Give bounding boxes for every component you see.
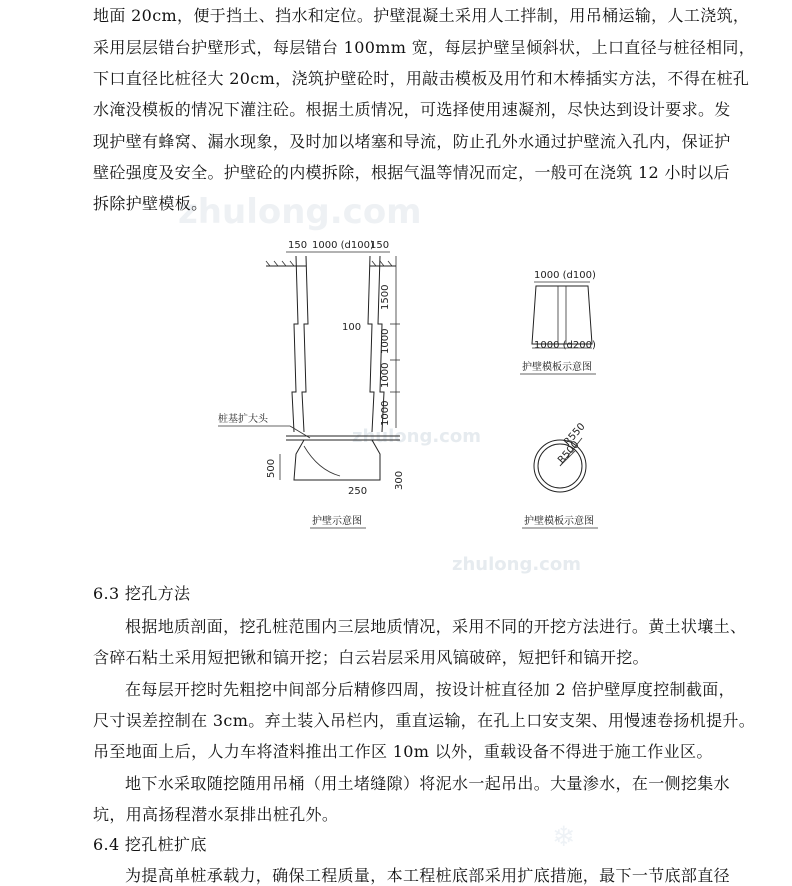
paragraph-line: 尺寸误差控制在 3cm。弃土装入吊栏内，重直运输，在孔上口安支架、用慢速卷扬机提升。 (93, 711, 756, 730)
paragraph-line: 为提高单桩承载力，确保工程质量，本工程桩底部采用扩底措施，最下一节底部直径 (125, 866, 730, 885)
formwork-elevation-diagram (520, 266, 630, 376)
paragraph-line: 水淹没模板的情况下灌注砼。根据土质情况，可选择使用速凝剂，尽快达到设计要求。发 (93, 100, 731, 119)
watermark: zhulong.com (352, 426, 481, 447)
paragraph-line: 地下水采取随挖随用吊桶（用土堵缝隙）将泥水一起吊出。大量渗水，在一侧挖集水 (125, 774, 730, 793)
dim-label: 500 (266, 458, 277, 478)
dim-label: 1000 (d200) (534, 340, 596, 351)
dim-label: 1000 (380, 328, 391, 354)
section-heading: 6.3 挖孔方法 (93, 584, 191, 603)
paragraph-line: 拆除护壁模板。 (93, 194, 208, 213)
dim-label: 300 (394, 470, 405, 490)
paragraph-line: 现护壁有蜂窝、漏水现象，及时加以堵塞和导流，防止孔外水通过护壁流入孔内，保证护 (93, 132, 731, 151)
paragraph-line: 坑，用高扬程潜水泵排出桩孔外。 (93, 805, 339, 824)
callout-label: 桩基扩大头 (218, 414, 268, 425)
dim-label: 1500 (380, 284, 391, 310)
paragraph-line: 含碎石粘土采用短把锹和镐开挖；白云岩层采用风镐破碎，短把钎和镐开挖。 (93, 648, 649, 667)
watermark-icon: ❄ (552, 820, 576, 853)
dim-label: 150 (288, 240, 308, 251)
paragraph-line: 采用层层错台护壁形式，每层错台 100mm 宽，每层护壁呈倾斜状，上口直径与桩径相同， (93, 38, 756, 57)
dim-label: 1000 (380, 400, 391, 426)
paragraph-line: 在每层开挖时先粗挖中间部分后精修四周，按设计桩直径加 2 倍护壁厚度控制截面， (125, 680, 736, 699)
paragraph-line: 地面 20cm，便于挡土、挡水和定位。护壁混凝土采用人工拌制，用吊桶运输，人工浇筑， (93, 6, 750, 25)
watermark: zhulong.com (452, 554, 581, 575)
paragraph-line: 吊至地面上后，人力车将渣料推出工作区 10m 以外，重载设备不得进于施工作业区。 (93, 742, 713, 761)
figure-title: 护壁示意图 (312, 516, 362, 527)
paragraph-line: 壁砼强度及安全。护壁砼的内模拆除，根据气温等情况而定，一般可在浇筑 12 小时以后 (93, 163, 730, 182)
figure-title: 护壁模板示意图 (522, 362, 592, 373)
dim-label: 1000 (d100) (534, 270, 596, 281)
section-heading: 6.4 挖孔桩扩底 (93, 835, 207, 854)
radius-label: R550 (562, 421, 588, 449)
figure-title: 护壁模板示意图 (524, 516, 594, 527)
dim-label: 100 (342, 322, 362, 333)
paragraph-line: 根据地质剖面，挖孔桩范围内三层地质情况，采用不同的开挖方法进行。黄土状壤土、 (125, 617, 747, 636)
pile-wall-diagram (200, 232, 430, 532)
radius-label: R500 (556, 439, 582, 467)
dim-label: 250 (348, 486, 368, 497)
dim-label: 150 (370, 240, 390, 251)
formwork-plan-diagram (520, 420, 630, 536)
dim-label: 1000 (d100) (312, 240, 374, 251)
watermark: zhulong.com (178, 192, 422, 232)
paragraph-line: 下口直径比桩径大 20cm，浇筑护壁砼时，用敲击模板及用竹和木棒插实方法，不得在桩孔 (93, 69, 750, 88)
dim-label: 1000 (380, 362, 391, 388)
